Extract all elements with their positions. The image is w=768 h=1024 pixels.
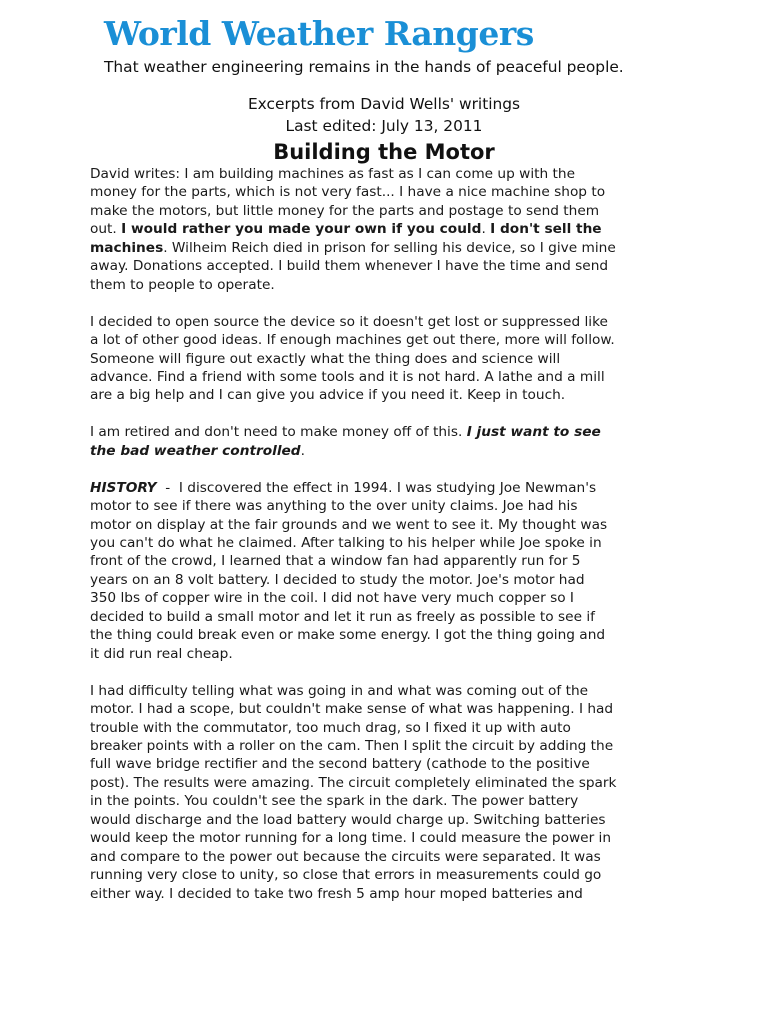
text-line: years on an 8 volt battery. I decided to study the motor. Joe's motor had [90,571,585,588]
text-run: . [300,442,305,459]
text-line: 350 lbs of copper wire in the coil. I did not have very much copper so I [90,590,574,607]
paragraph-retired [90,423,684,460]
text-line: motor. I had a scope, but couldn't make sense of what was happening. I had [90,701,614,718]
text-line: either way. I decided to take two fresh 5 amp hour moped batteries and [90,885,583,902]
text-line: away. Donations accepted. I build them whenever I have the time and send [90,258,609,275]
text-line: motor on display at the fair grounds and we went to see it. My thought was [90,516,608,533]
text-line: advance. Find a friend with some tools and it is not hard. A lathe and a mill [90,368,605,385]
text-line [90,479,684,497]
last-edited-date: Last edited: July 13, 2011 [285,117,483,135]
bold-statement: I would rather you made your own if you could [121,221,482,238]
paragraph-intro [90,165,684,294]
paragraph-open-source [90,313,684,405]
text-line: are a big help and I can give you advice if you need it. Keep in touch. [90,387,566,404]
text-line: them to people to operate. [90,276,275,293]
history-label: HISTORY [90,479,157,496]
bold-italic-statement: the bad weather controlled [90,442,301,459]
paragraph-history [90,479,684,664]
text-line: would discharge and the load battery would charge up. Switching batteries [90,811,606,828]
text-line: front of the crowd, I learned that a window fan had apparently run for 5 [90,553,581,570]
text-run: I am retired and don't need to make money off of this. [90,424,467,441]
text-line: in the points. You couldn't see the spark in the dark. The power battery [90,793,579,810]
site-title: World Weather Rangers [104,14,534,53]
text-line: would keep the motor running for a long time. I could measure the power in [90,830,612,847]
text-line [90,423,684,441]
bold-statement: I don't sell the [490,221,602,238]
text-line: the thing could break even or make some energy. I got the thing going and [90,627,606,644]
text-line: you can't do what he claimed. After talking to his helper while Joe spoke in [90,535,602,552]
text-run: . [481,221,491,238]
document-title: Building the Motor [273,140,495,164]
text-line: post). The results were amazing. The circuit completely eliminated the spark [90,774,617,791]
text-line: running very close to unity, so close that errors in measurements could go [90,867,602,884]
text-line [90,220,684,238]
text-line: Someone will figure out exactly what the thing does and science will [90,350,561,367]
text-line: motor to see if there was anything to the over unity claims. Joe had his [90,498,578,515]
text-line: make the motors, but little money for the parts and postage to send them [90,202,600,219]
article-body [90,165,684,922]
text-line: breaker points with a roller on the cam. Then I split the circuit by adding the [90,737,614,754]
bold-italic-statement: I just want to see [466,424,601,441]
text-line: a lot of other good ideas. If enough machines get out there, more will follow. [90,332,615,349]
text-line: I decided to open source the device so it doesn't get lost or suppressed like [90,313,608,330]
document-subtitle: Excerpts from David Wells' writings [247,95,521,113]
text-line: decided to build a small motor and let it run as freely as possible to see if [90,608,595,625]
text-run: . Wilheim Reich died in prison for selling his device, so I give mine [163,239,616,256]
text-line: I had difficulty telling what was going in and what was coming out of the [90,682,589,699]
text-line: David writes: I am building machines as fast as I can come up with the [90,166,576,182]
text-line: money for the parts, which is not very fast... I have a nice machine shop to [90,184,606,201]
paragraph-experiment [90,682,684,903]
text-line: it did run real cheap. [90,645,233,662]
text-line: and compare to the power out because the circuits were separated. It was [90,848,601,865]
bold-statement: machines [90,239,164,256]
site-tagline: That weather engineering remains in the hands of peaceful people. [104,58,624,76]
text-line [90,239,684,257]
text-run: - I discovered the effect in 1994. I was studying Joe Newman's [156,479,597,496]
text-line: trouble with the commutator, too much drag, so I fixed it up with auto [90,719,571,736]
text-run: out. [90,221,122,238]
text-line [90,442,684,460]
text-line: full wave bridge rectifier and the second battery (cathode to the positive [90,756,590,773]
